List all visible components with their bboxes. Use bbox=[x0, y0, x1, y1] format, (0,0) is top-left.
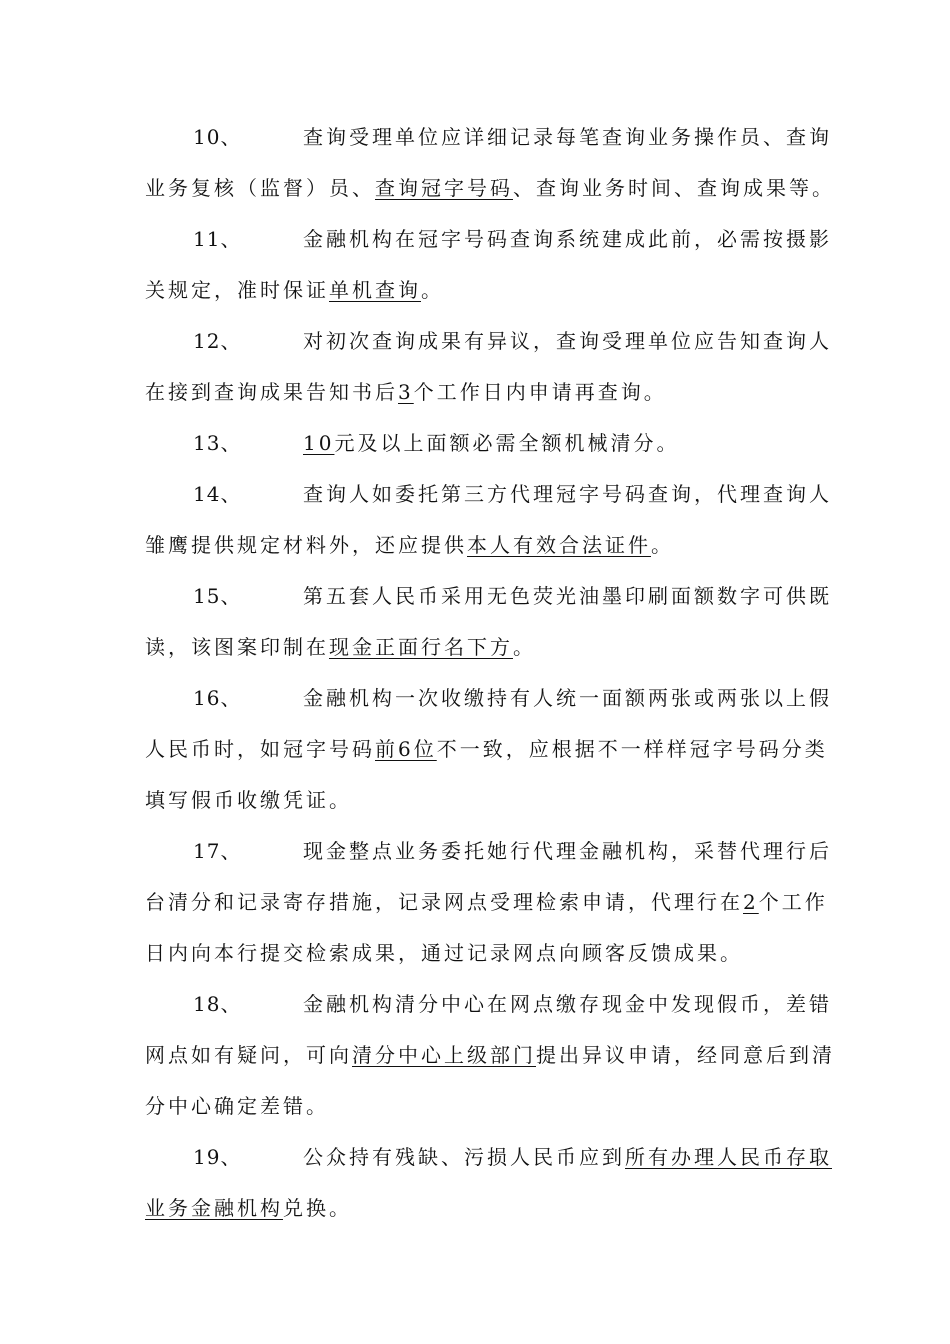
underlined-answer: 单机查询 bbox=[329, 278, 421, 302]
item-text: 个工作日内申请再查询。 bbox=[413, 380, 667, 404]
item-text: 金融机构一次收缴持有人统一面额两张或两张以上假人民币时，如冠字号码 bbox=[145, 686, 832, 761]
list-item bbox=[145, 1132, 835, 1234]
item-number: 19、 bbox=[193, 1145, 242, 1169]
item-text: 对初次查询成果有异议，查询受理单位应告知查询人在接到查询成果告知书后 bbox=[145, 329, 832, 404]
item-number: 15、 bbox=[193, 584, 242, 608]
item-text: 金融机构清分中心在网点缴存现金中发现假币，差错网点如有疑问，可向 bbox=[145, 992, 832, 1067]
item-text: 元及以上面额必需全额机械清分。 bbox=[334, 431, 680, 455]
list-item bbox=[145, 112, 835, 214]
item-text: 、查询业务时间、查询成果等。 bbox=[513, 176, 835, 200]
item-number: 16、 bbox=[193, 686, 242, 710]
item-text: 第五套人民币采用无色荧光油墨印刷面额数字可供既读，该图案印制在 bbox=[145, 584, 832, 659]
item-text: 公众持有残缺、污损人民币应到 bbox=[303, 1145, 625, 1169]
item-text: 。 bbox=[651, 533, 674, 557]
list-item bbox=[145, 673, 835, 826]
underlined-answer: 清分中心上级部门 bbox=[352, 1043, 536, 1067]
item-text: 金融机构在冠字号码查询系统建成此前，必需按摄影关规定，准时保证 bbox=[145, 227, 832, 302]
item-text: 提出异议申请，经同意后到清分中心确定差错。 bbox=[145, 1043, 835, 1118]
item-number: 10、 bbox=[193, 125, 242, 149]
list-item bbox=[145, 316, 835, 418]
item-text: 查询人如委托第三方代理冠字号码查询，代理查询人雏鹰提供规定材料外，还应提供 bbox=[145, 482, 832, 557]
item-text: 。 bbox=[421, 278, 444, 302]
underlined-answer: 查询冠字号码 bbox=[375, 176, 513, 200]
underlined-answer: 本人有效合法证件 bbox=[467, 533, 651, 557]
underlined-answer: 前6位 bbox=[375, 737, 437, 761]
item-number: 13、 bbox=[193, 431, 242, 455]
list-item bbox=[145, 826, 835, 979]
list-item bbox=[145, 214, 835, 316]
item-number: 12、 bbox=[193, 329, 242, 353]
item-number: 17、 bbox=[193, 839, 242, 863]
underlined-answer: 现金正面行名下方 bbox=[329, 635, 513, 659]
item-text: 不一致，应根据不一样样冠字号码分类填写假币收缴凭证。 bbox=[145, 737, 828, 812]
underlined-answer: 3 bbox=[398, 380, 414, 404]
list-item bbox=[145, 979, 835, 1132]
underlined-answer: 所有办理人民币存取业务金融机构 bbox=[145, 1145, 832, 1220]
underlined-answer: 10 bbox=[303, 431, 335, 455]
list-item bbox=[145, 571, 835, 673]
item-number: 18、 bbox=[193, 992, 242, 1016]
item-text: 现金整点业务委托她行代理金融机构，采替代理行后台清分和记录寄存措施，记录网点受理检索申请，代理行在 bbox=[145, 839, 832, 914]
item-text: 查询受理单位应详细记录每笔查询业务操作员、查询业务复核（监督）员、 bbox=[145, 125, 832, 200]
item-text: 。 bbox=[513, 635, 536, 659]
item-text: 兑换。 bbox=[283, 1196, 352, 1220]
underlined-answer: 2 bbox=[743, 890, 759, 914]
list-item bbox=[145, 418, 835, 469]
document-page bbox=[145, 112, 835, 1234]
item-number: 11、 bbox=[193, 227, 242, 251]
item-text: 个工作日内向本行提交检索成果，通过记录网点向顾客反馈成果。 bbox=[145, 890, 828, 965]
item-number: 14、 bbox=[193, 482, 242, 506]
list-item bbox=[145, 469, 835, 571]
